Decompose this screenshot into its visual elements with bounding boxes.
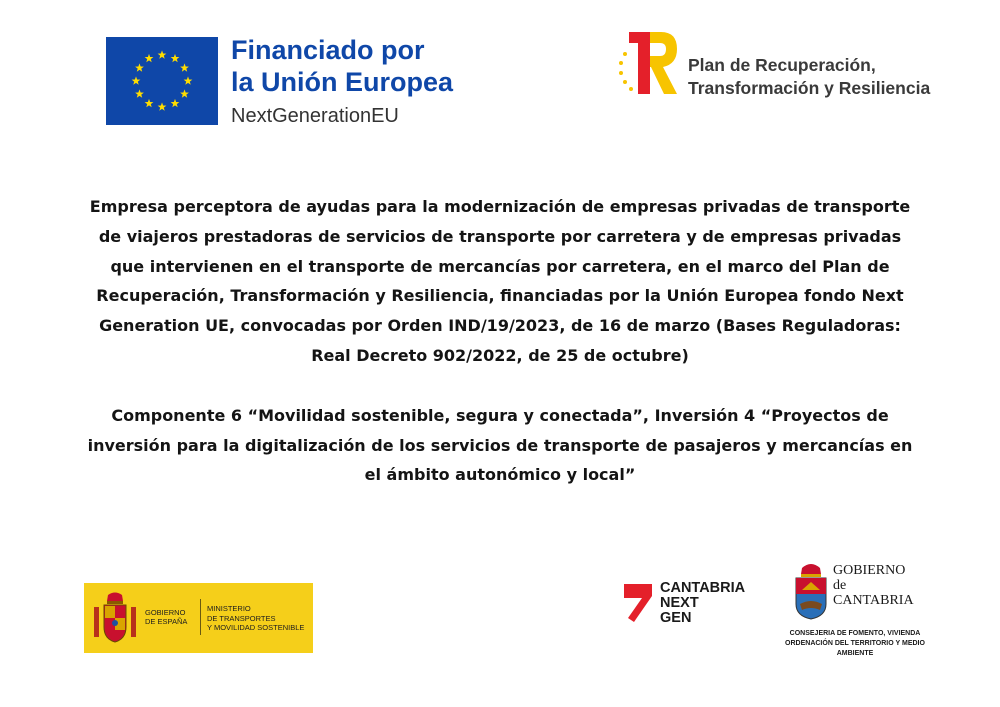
- gc-line2: de: [833, 578, 847, 593]
- ministry-label: MINISTERIO DE TRANSPORTES Y MOVILIDAD SOSTENIBLE: [207, 604, 305, 632]
- eu-star-icon: [180, 63, 189, 71]
- eu-star-icon: [184, 76, 193, 84]
- funding-paragraph: Empresa perceptora de ayudas para la modernización de empresas privadas de transporte de viajeros prestadoras de servicios de transporte por carretera y de empresas privadas que intervienen en el transporte de mercancías por carretera, en el marco del Plan de Recuperación, Transformación y Resiliencia, financiadas por la Unión Europea fondo Next Generation UE, convocadas por Orden IND/19/2023, de 16 de marzo (Bases Reguladoras: Real Decreto 902/2022, de 25 de octubre): [89, 197, 911, 365]
- eu-star-icon: [158, 50, 167, 58]
- prtr-line1: Plan de Recuperación,: [688, 55, 876, 75]
- prtr-line2: Transformación y Resiliencia: [688, 78, 931, 98]
- cng-line3: GEN: [660, 610, 692, 626]
- eu-star-icon: [180, 89, 189, 97]
- eu-flag-icon: [106, 37, 218, 125]
- cantabria-coat-of-arms-icon: [792, 560, 830, 620]
- gobierno-espana-label: GOBIERNO DE ESPAÑA: [145, 608, 188, 626]
- prtr-logo-text: [688, 54, 930, 100]
- cng-line1: CANTABRIA: [660, 580, 746, 596]
- funding-statement: [80, 192, 920, 490]
- eu-funding-line1: Financiado por: [231, 35, 425, 65]
- prtr-logo-icon: [617, 30, 679, 98]
- component-paragraph: Componente 6 “Movilidad sostenible, segura y conectada”, Inversión 4 “Proyectos de inversión para la digitalización de los servicios de transporte de pasajeros y mercancías en el ámbito autonómico y local”: [87, 405, 913, 485]
- gobierno-espana-logo: [84, 583, 313, 653]
- eu-star-icon: [135, 89, 144, 97]
- eu-funding-text: [231, 34, 453, 130]
- eu-star-icon: [145, 99, 154, 107]
- gobierno-cantabria-title: [833, 563, 914, 608]
- divider: [200, 599, 201, 635]
- eu-star-icon: [145, 54, 154, 62]
- eu-star-icon: [171, 54, 180, 62]
- cantabria-next-gen-text: [660, 581, 745, 626]
- spain-coat-of-arms-icon: [92, 591, 138, 645]
- gc-line3: CANTABRIA: [833, 593, 914, 608]
- next-generation-eu-label: NextGenerationEU: [231, 105, 399, 127]
- gc-line1: GOBIERNO: [833, 563, 906, 578]
- eu-star-icon: [158, 102, 167, 110]
- cantabria-next-gen-icon: [624, 582, 654, 626]
- consejeria-label: CONSEJERIA DE FOMENTO, VIVIENDA ORDENACIÓN DEL TERRITORIO Y MEDIO AMBIENTE: [785, 630, 925, 657]
- cng-line2: NEXT: [660, 595, 699, 611]
- eu-star-icon: [132, 76, 141, 84]
- eu-star-icon: [135, 63, 144, 71]
- eu-funding-line2: la Unión Europea: [231, 67, 454, 97]
- eu-star-icon: [171, 99, 180, 107]
